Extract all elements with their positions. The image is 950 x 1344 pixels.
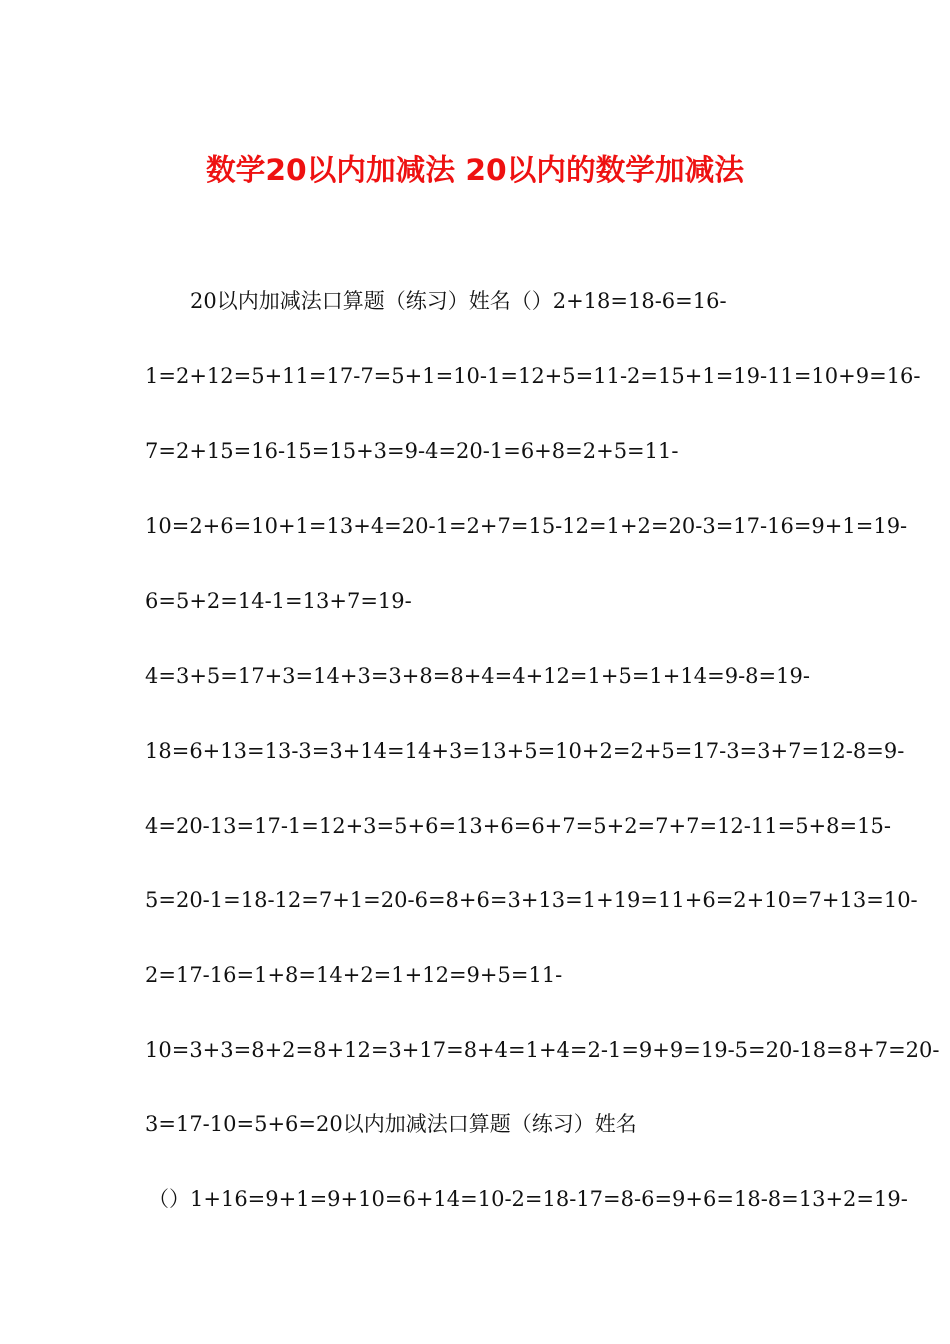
- document-title: 数学20以内加减法 20以内的数学加减法: [206, 152, 744, 187]
- body-line: 2=17-16=1+8=14+2=1+12=9+5=11-: [145, 963, 563, 987]
- body-line: 10=3+3=8+2=8+12=3+17=8+4=1+4=2-1=9+9=19-5=20-18=8+7=20-: [145, 1038, 940, 1062]
- body-line: 4=3+5=17+3=14+3=3+8=8+4=4+12=1+5=1+14=9-8=19-: [145, 664, 810, 688]
- body-line: 7=2+15=16-15=15+3=9-4=20-1=6+8=2+5=11-: [145, 439, 679, 463]
- body-line: 20以内加减法口算题（练习）姓名（）2+18=18-6=16-: [190, 289, 727, 313]
- body-line: 4=20-13=17-1=12+3=5+6=13+6=6+7=5+2=7+7=12-11=5+8=15-: [145, 814, 891, 838]
- body-line: 18=6+13=13-3=3+14=14+3=13+5=10+2=2+5=17-3=3+7=12-8=9-: [145, 739, 905, 763]
- body-line: 6=5+2=14-1=13+7=19-: [145, 589, 412, 613]
- body-line: 1=2+12=5+11=17-7=5+1=10-1=12+5=11-2=15+1=19-11=10+9=16-: [145, 364, 921, 388]
- body-line: 5=20-1=18-12=7+1=20-6=8+6=3+13=1+19=11+6=2+10=7+13=10-: [145, 888, 918, 912]
- body-line: 3=17-10=5+6=20以内加减法口算题（练习）姓名: [145, 1112, 637, 1136]
- body-line: 10=2+6=10+1=13+4=20-1=2+7=15-12=1+2=20-3=17-16=9+1=19-: [145, 514, 908, 538]
- body-line: （）1+16=9+1=9+10=6+14=10-2=18-17=8-6=9+6=18-8=13+2=19-: [148, 1187, 908, 1211]
